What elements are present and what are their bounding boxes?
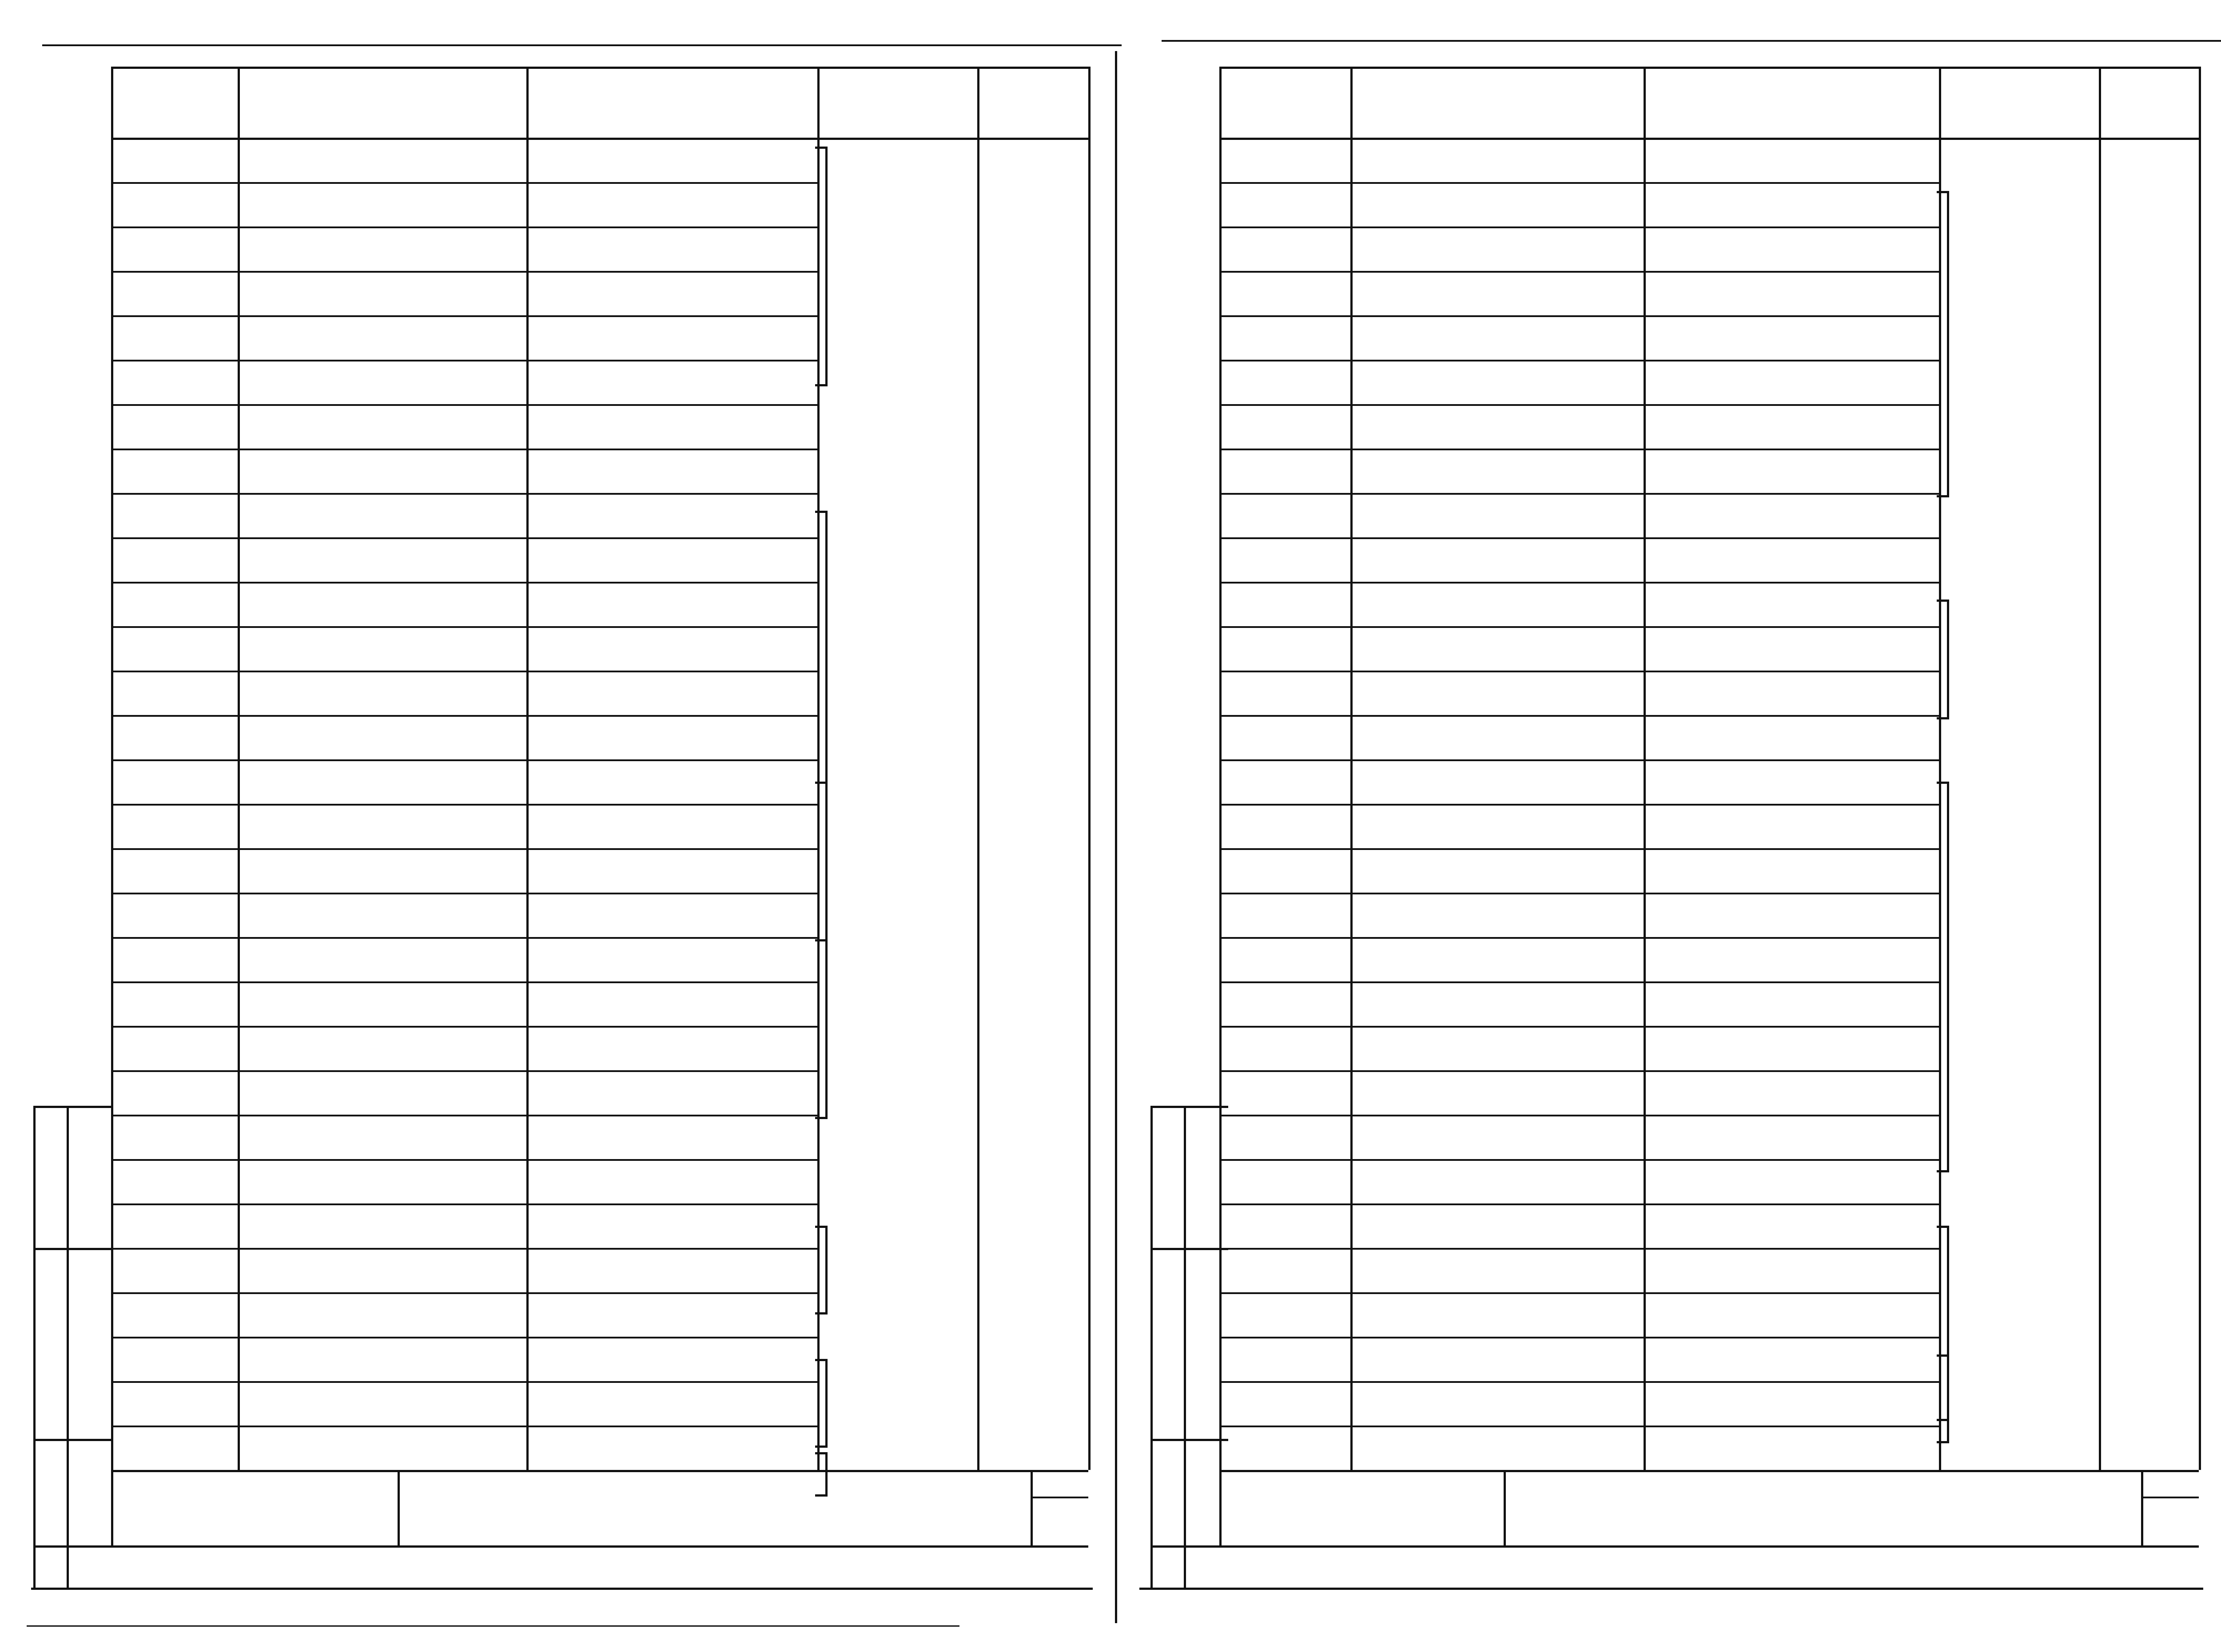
right_sheet-stamp-mid (1150, 1248, 1228, 1250)
left_sheet-row-line (111, 1115, 817, 1116)
left_sheet-row-line (111, 1426, 817, 1427)
left_sheet-row-line (111, 582, 817, 584)
left_sheet-row-line (111, 759, 817, 761)
right_sheet-row-line (1219, 671, 1939, 672)
right_sheet-titleblock-bottom (1219, 1545, 2199, 1548)
left_sheet-stamp-right (67, 1106, 69, 1590)
left_sheet-row-line (111, 404, 817, 406)
left_sheet-row-line (111, 937, 817, 939)
right_sheet-row-line (1219, 937, 1939, 939)
brace-mark (1937, 782, 1949, 1172)
right_sheet-col-line-2 (1644, 67, 1646, 1470)
right_sheet-row-line (1219, 493, 1939, 495)
left_sheet-row-line (111, 804, 817, 806)
right_sheet-col-line-4 (2099, 67, 2101, 1470)
right_sheet-stamp-bot (1150, 1545, 1228, 1548)
left_sheet-col-line-2 (526, 67, 529, 1470)
left_sheet-row-line (111, 449, 817, 450)
right_sheet-col-line-5 (2199, 67, 2201, 1470)
right_sheet-row-line (1219, 1026, 1939, 1028)
right_sheet-stamp-low (1150, 1439, 1228, 1441)
left_sheet-row-line (111, 1159, 817, 1161)
right_sheet-row-line (1219, 715, 1939, 717)
left_sheet-row-line (111, 671, 817, 672)
left_sheet-row-line (111, 626, 817, 628)
brace-mark (1937, 600, 1949, 719)
right_sheet-stamp-right (1184, 1106, 1186, 1590)
right_sheet-row-line (1219, 1337, 1939, 1338)
right_sheet-row-line (1219, 226, 1939, 228)
right_sheet-row-line (1219, 1203, 1939, 1205)
right_sheet-row-line (1219, 848, 1939, 850)
left_sheet-row-line (111, 1070, 817, 1072)
left_sheet-col-line-4 (977, 67, 979, 1470)
right_sheet-row-line (1219, 315, 1939, 317)
right_sheet-row-line (1219, 582, 1939, 584)
left_sheet-row-line (111, 493, 817, 495)
left_sheet-stamp-top (33, 1106, 111, 1108)
left_sheet-titleblock-left (111, 1470, 113, 1545)
right_sheet-row-line (1219, 804, 1939, 806)
bottom-scan-line (27, 1625, 959, 1627)
top-long-line-left (42, 44, 1122, 46)
right_sheet-col-line-0 (1219, 67, 1222, 1470)
left_sheet-row-line (111, 537, 817, 539)
right_sheet-row-line (1219, 404, 1939, 406)
right_sheet-row-line (1219, 1070, 1939, 1072)
right_sheet-row-line (1219, 360, 1939, 361)
left_sheet-row-line (111, 360, 817, 361)
left_sheet-frame-top (111, 67, 1088, 69)
right_sheet-table-bottom (1219, 1470, 2199, 1472)
left_sheet-row-line (111, 1203, 817, 1205)
right_sheet-row-line (1219, 271, 1939, 273)
right_sheet-col-line-1 (1350, 67, 1353, 1470)
brace-mark (815, 1452, 828, 1497)
left_sheet-footer-line (31, 1588, 1093, 1590)
right_sheet-row-line (1219, 182, 1939, 184)
left_sheet-row-line (111, 848, 817, 850)
left_sheet-row-line (111, 182, 817, 184)
left_sheet-row-line (111, 226, 817, 228)
brace-mark (1937, 1354, 1949, 1443)
left_sheet-row-line (111, 893, 817, 894)
left_sheet-col-line-0 (111, 67, 113, 1470)
right_sheet-row-line (1219, 1159, 1939, 1161)
center-divider (1115, 51, 1117, 1623)
right_sheet-header-divider (1219, 138, 2199, 140)
left_sheet-stamp-mid (33, 1248, 111, 1250)
right_sheet-row-line (1219, 449, 1939, 450)
left_sheet-table-bottom (111, 1470, 1088, 1472)
left_sheet-sheet-box-div (1031, 1497, 1088, 1498)
right_sheet-row-line (1219, 759, 1939, 761)
left_sheet-stamp-low (33, 1439, 111, 1441)
right_sheet-sheet-box (2141, 1470, 2143, 1545)
right_sheet-row-line (1219, 893, 1939, 894)
right_sheet-frame-top (1219, 67, 2199, 69)
right_sheet-titleblock-split (1504, 1470, 1506, 1545)
top-long-line-right (1162, 40, 2221, 42)
left_sheet-row-line (111, 1381, 817, 1383)
left_sheet-row-line (111, 271, 817, 273)
left_sheet-row-line (111, 715, 817, 717)
left_sheet-col-line-1 (238, 67, 240, 1470)
left_sheet-row-line (111, 1292, 817, 1294)
left_sheet-sheet-box (1031, 1470, 1033, 1545)
brace-mark (1937, 191, 1949, 497)
brace-mark (815, 147, 828, 386)
left_sheet-titleblock-bottom (111, 1545, 1088, 1548)
right_sheet-row-line (1219, 1426, 1939, 1427)
right_sheet-stamp-left (1150, 1106, 1153, 1590)
left_sheet-stamp-bot (33, 1545, 111, 1548)
left_sheet-titleblock-split (398, 1470, 400, 1545)
left_sheet-row-line (111, 315, 817, 317)
left_sheet-row-line (111, 1248, 817, 1250)
left_sheet-col-line-5 (1088, 67, 1091, 1470)
left_sheet-header-divider (111, 138, 1088, 140)
right_sheet-row-line (1219, 1115, 1939, 1116)
brace-mark (815, 1359, 828, 1448)
right_sheet-sheet-box-div (2141, 1497, 2199, 1498)
left_sheet-stamp-left (33, 1106, 36, 1590)
left_sheet-row-line (111, 981, 817, 983)
right_sheet-row-line (1219, 1248, 1939, 1250)
right_sheet-titleblock-left (1219, 1470, 1222, 1545)
right_sheet-stamp-top (1150, 1106, 1228, 1108)
right_sheet-footer-line (1139, 1588, 2203, 1590)
brace-mark (815, 1226, 828, 1314)
right_sheet-row-line (1219, 1292, 1939, 1294)
right_sheet-row-line (1219, 626, 1939, 628)
brace-mark (815, 782, 828, 1119)
right_sheet-row-line (1219, 1381, 1939, 1383)
right_sheet-row-line (1219, 537, 1939, 539)
left_sheet-row-line (111, 1337, 817, 1338)
right_sheet-row-line (1219, 981, 1939, 983)
left_sheet-row-line (111, 1026, 817, 1028)
